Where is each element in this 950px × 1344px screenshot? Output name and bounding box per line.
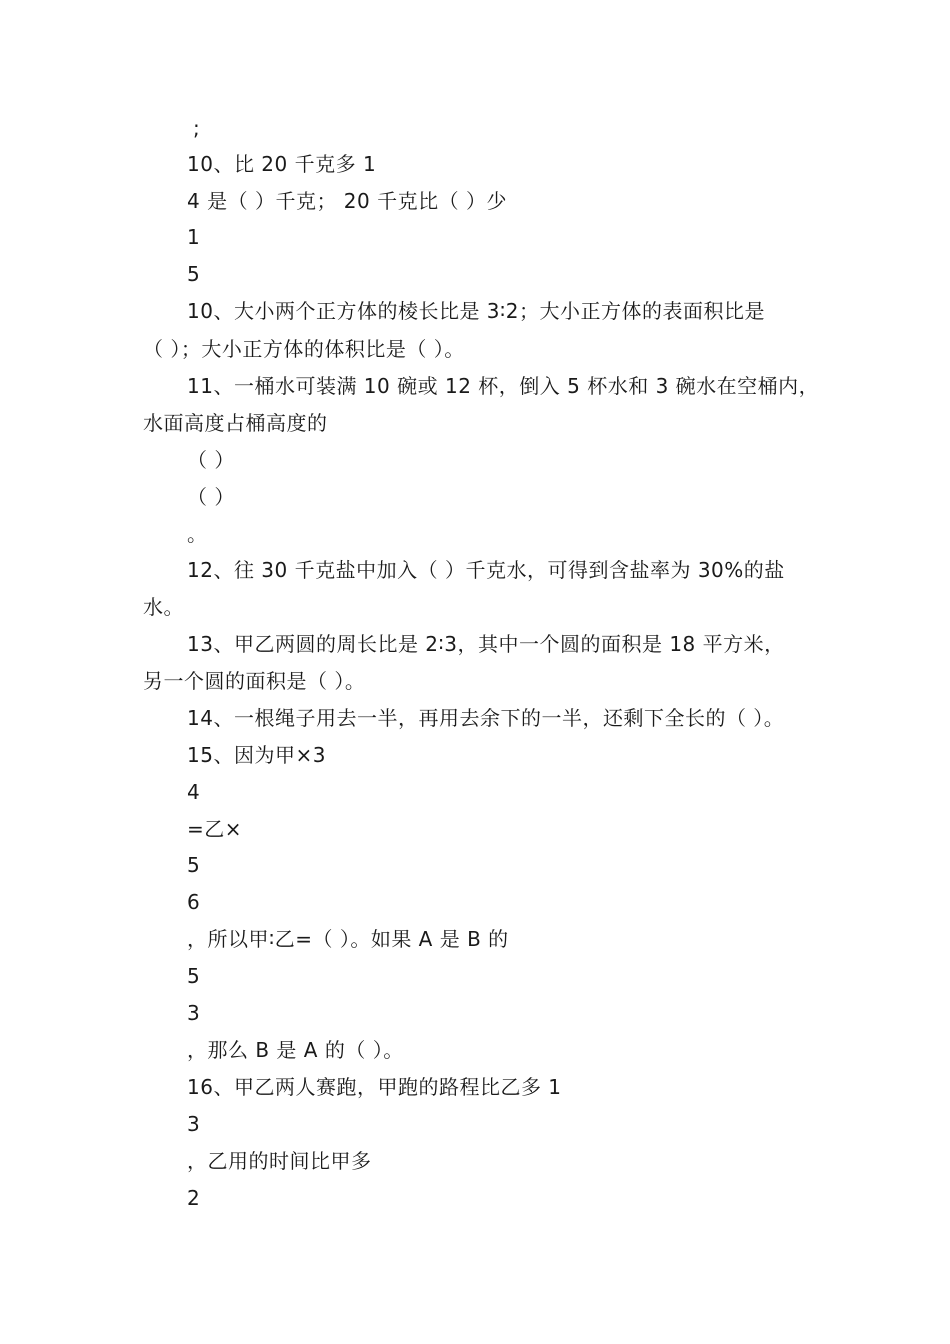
text-line: 10、大小两个正方体的棱长比是 3∶2；大小正方体的表面积比是	[187, 299, 765, 323]
text-line: =乙×	[187, 817, 243, 841]
text-line: 16、甲乙两人赛跑，甲跑的路程比乙多 1	[187, 1075, 562, 1099]
text-line: 14、一根绳子用去一半，再用去余下的一半，还剩下全长的（ ）。	[187, 706, 785, 730]
text-line: （ ）；大小正方体的体积比是（ ）。	[143, 337, 465, 361]
text-line: 15、因为甲×3	[187, 743, 326, 767]
text-line: 。	[187, 522, 208, 546]
text-line: 4	[187, 780, 201, 804]
text-line: 水面高度占桶高度的	[143, 411, 328, 435]
text-line: 2	[187, 1186, 201, 1210]
text-line: （ ）	[187, 485, 235, 509]
text-line: 11、一桶水可装满 10 碗或 12 杯，倒入 5 杯水和 3 碗水在空桶内，	[187, 374, 820, 398]
text-line: 3	[187, 1112, 201, 1136]
text-line: 6	[187, 890, 201, 914]
text-line: ;	[193, 116, 201, 140]
text-line: 5	[187, 262, 201, 286]
text-line: 1	[187, 225, 201, 249]
text-line: 3	[187, 1001, 201, 1025]
text-line: 10、比 20 千克多 1	[187, 152, 377, 176]
text-line: 水。	[143, 595, 184, 619]
text-line: 4 是（ ）千克； 20 千克比（ ）少	[187, 189, 507, 213]
text-line: 5	[187, 964, 201, 988]
text-line: （ ）	[187, 448, 235, 472]
text-line: 13、甲乙两圆的周长比是 2∶3，其中一个圆的面积是 18 平方米，	[187, 632, 785, 656]
text-line: 另一个圆的面积是（ ）。	[143, 669, 366, 693]
text-line: 5	[187, 853, 201, 877]
text-line: 12、往 30 千克盐中加入（ ）千克水，可得到含盐率为 30%的盐	[187, 558, 785, 582]
text-line: ，那么 B 是 A 的（ ）。	[187, 1038, 404, 1062]
text-line: ，所以甲∶乙=（ ）。如果 A 是 B 的	[187, 927, 509, 951]
text-line: ，乙用的时间比甲多	[187, 1149, 372, 1173]
